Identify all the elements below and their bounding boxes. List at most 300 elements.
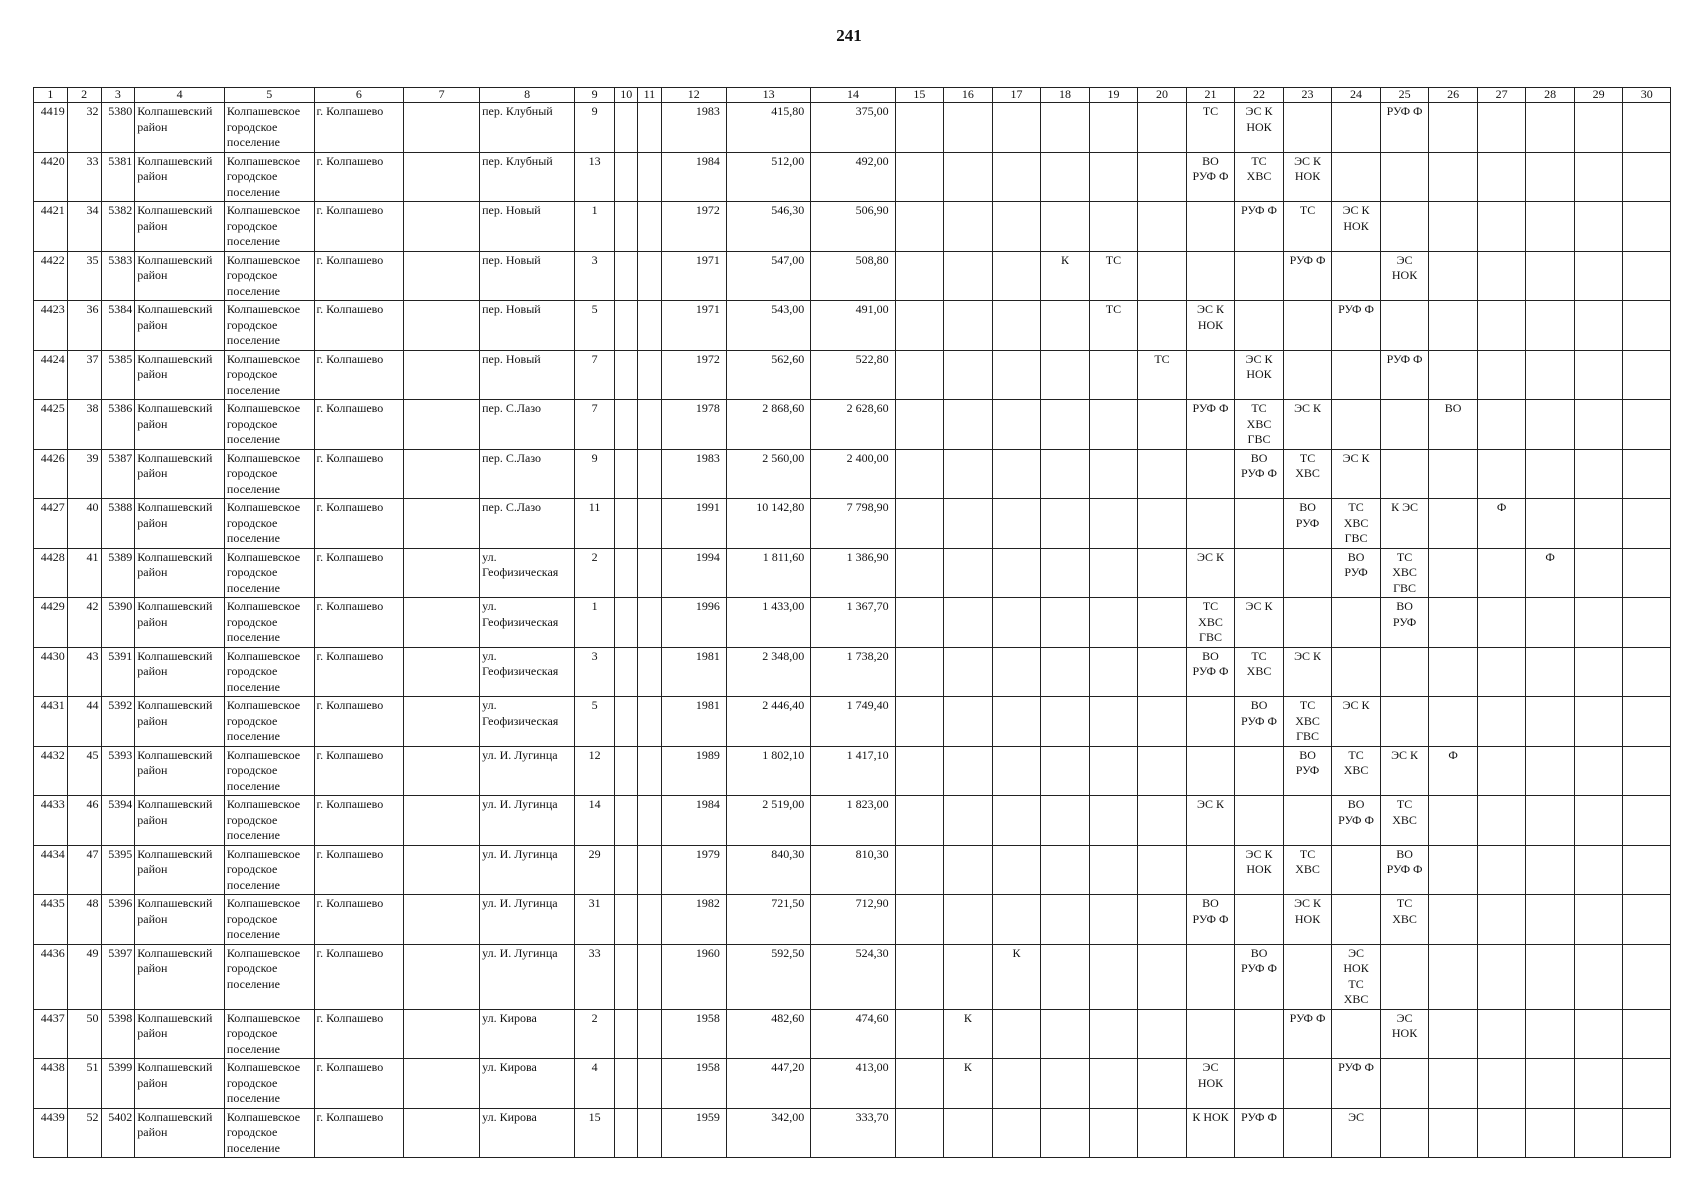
table-row — [34, 251, 1671, 301]
cell-col-17 — [992, 103, 1041, 153]
column-number-9: 9 — [575, 88, 615, 103]
cell-col-30 — [1623, 548, 1671, 598]
cell-col-24 — [1332, 1009, 1381, 1059]
cell-col-9: 33 — [575, 944, 615, 1009]
cell-col-26 — [1429, 944, 1478, 1009]
cell-col-3: 5398 — [101, 1009, 135, 1059]
cell-col-27 — [1477, 647, 1526, 697]
table-row — [34, 152, 1671, 202]
cell-col-1: 4423 — [34, 301, 68, 351]
cell-col-20 — [1138, 202, 1187, 252]
cell-col-18 — [1041, 350, 1090, 400]
cell-col-23: РУФ Ф — [1283, 251, 1332, 301]
cell-col-21 — [1186, 697, 1235, 747]
table-row — [34, 845, 1671, 895]
cell-col-22 — [1235, 499, 1284, 549]
cell-col-20 — [1138, 944, 1187, 1009]
cell-col-18 — [1041, 647, 1090, 697]
cell-col-23: ЭС К НОК — [1283, 895, 1332, 945]
cell-col-14: 1 367,70 — [811, 598, 895, 648]
cell-col-25: ЭС НОК — [1380, 251, 1429, 301]
cell-col-9: 7 — [575, 350, 615, 400]
cell-col-24: ТС ХВС ГВС — [1332, 499, 1381, 549]
cell-col-1: 4427 — [34, 499, 68, 549]
cell-col-17 — [992, 1059, 1041, 1109]
cell-col-27 — [1477, 944, 1526, 1009]
cell-col-7 — [404, 1059, 480, 1109]
cell-col-5: Колпашевское городское поселение — [224, 400, 314, 450]
cell-col-13: 10 142,80 — [726, 499, 810, 549]
cell-col-23: ТС ХВС — [1283, 845, 1332, 895]
table-row — [34, 746, 1671, 796]
cell-col-9: 3 — [575, 251, 615, 301]
cell-col-3: 5396 — [101, 895, 135, 945]
cell-col-28 — [1526, 1108, 1575, 1158]
cell-col-2: 38 — [67, 400, 101, 450]
cell-col-29 — [1574, 548, 1623, 598]
cell-col-13: 721,50 — [726, 895, 810, 945]
cell-col-6: г. Колпашево — [314, 449, 404, 499]
cell-col-7 — [404, 647, 480, 697]
cell-col-25 — [1380, 1108, 1429, 1158]
cell-col-8: ул. Геофизическая — [480, 647, 575, 697]
cell-col-13: 342,00 — [726, 1108, 810, 1158]
cell-col-20: ТС — [1138, 350, 1187, 400]
cell-col-16 — [944, 895, 993, 945]
cell-col-14: 2 400,00 — [811, 449, 895, 499]
cell-col-13: 1 802,10 — [726, 746, 810, 796]
cell-col-30 — [1623, 796, 1671, 846]
cell-col-16 — [944, 350, 993, 400]
cell-col-5: Колпашевское городское поселение — [224, 746, 314, 796]
cell-col-17 — [992, 152, 1041, 202]
cell-col-8: пер. Новый — [480, 301, 575, 351]
cell-col-13: 447,20 — [726, 1059, 810, 1109]
cell-col-10 — [615, 697, 638, 747]
cell-col-13: 2 868,60 — [726, 400, 810, 450]
cell-col-8: пер. Новый — [480, 202, 575, 252]
cell-col-25: ЭС К — [1380, 746, 1429, 796]
cell-col-18 — [1041, 152, 1090, 202]
cell-col-9: 5 — [575, 697, 615, 747]
cell-col-24 — [1332, 647, 1381, 697]
cell-col-4: Колпашевский район — [135, 301, 225, 351]
cell-col-19 — [1089, 548, 1138, 598]
cell-col-7 — [404, 400, 480, 450]
cell-col-21 — [1186, 845, 1235, 895]
cell-col-16 — [944, 548, 993, 598]
cell-col-21: ТС — [1186, 103, 1235, 153]
cell-col-5: Колпашевское городское поселение — [224, 1059, 314, 1109]
cell-col-27 — [1477, 845, 1526, 895]
table-row — [34, 1009, 1671, 1059]
cell-col-9: 2 — [575, 1009, 615, 1059]
cell-col-30 — [1623, 499, 1671, 549]
column-number-22: 22 — [1235, 88, 1284, 103]
cell-col-5: Колпашевское городское поселение — [224, 202, 314, 252]
cell-col-10 — [615, 301, 638, 351]
cell-col-12: 1991 — [661, 499, 726, 549]
cell-col-19 — [1089, 202, 1138, 252]
cell-col-21: ЭС К — [1186, 796, 1235, 846]
cell-col-28 — [1526, 499, 1575, 549]
cell-col-14: 522,80 — [811, 350, 895, 400]
cell-col-12: 1984 — [661, 152, 726, 202]
cell-col-7 — [404, 499, 480, 549]
cell-col-29 — [1574, 301, 1623, 351]
cell-col-7 — [404, 152, 480, 202]
cell-col-22: ЭС К НОК — [1235, 350, 1284, 400]
cell-col-8: ул. Геофизическая — [480, 598, 575, 648]
cell-col-28 — [1526, 697, 1575, 747]
cell-col-11 — [638, 845, 661, 895]
cell-col-19 — [1089, 152, 1138, 202]
cell-col-6: г. Колпашево — [314, 895, 404, 945]
cell-col-11 — [638, 400, 661, 450]
cell-col-17 — [992, 251, 1041, 301]
cell-col-20 — [1138, 152, 1187, 202]
cell-col-12: 1959 — [661, 1108, 726, 1158]
cell-col-11 — [638, 350, 661, 400]
cell-col-1: 4422 — [34, 251, 68, 301]
cell-col-13: 840,30 — [726, 845, 810, 895]
cell-col-20 — [1138, 400, 1187, 450]
cell-col-5: Колпашевское городское поселение — [224, 251, 314, 301]
cell-col-23: РУФ Ф — [1283, 1009, 1332, 1059]
cell-col-1: 4430 — [34, 647, 68, 697]
cell-col-7 — [404, 251, 480, 301]
cell-col-11 — [638, 449, 661, 499]
cell-col-1: 4439 — [34, 1108, 68, 1158]
cell-col-10 — [615, 251, 638, 301]
cell-col-16 — [944, 202, 993, 252]
cell-col-3: 5393 — [101, 746, 135, 796]
cell-col-6: г. Колпашево — [314, 944, 404, 1009]
cell-col-12: 1971 — [661, 251, 726, 301]
cell-col-22 — [1235, 746, 1284, 796]
cell-col-4: Колпашевский район — [135, 251, 225, 301]
cell-col-2: 32 — [67, 103, 101, 153]
cell-col-24: РУФ Ф — [1332, 301, 1381, 351]
cell-col-22 — [1235, 301, 1284, 351]
cell-col-6: г. Колпашево — [314, 548, 404, 598]
cell-col-15 — [895, 598, 944, 648]
cell-col-26 — [1429, 845, 1478, 895]
cell-col-15 — [895, 548, 944, 598]
cell-col-16 — [944, 697, 993, 747]
cell-col-20 — [1138, 598, 1187, 648]
cell-col-20 — [1138, 1059, 1187, 1109]
cell-col-19 — [1089, 796, 1138, 846]
cell-col-27 — [1477, 400, 1526, 450]
cell-col-27: Ф — [1477, 499, 1526, 549]
cell-col-3: 5392 — [101, 697, 135, 747]
cell-col-23 — [1283, 598, 1332, 648]
cell-col-18 — [1041, 548, 1090, 598]
cell-col-4: Колпашевский район — [135, 697, 225, 747]
cell-col-30 — [1623, 103, 1671, 153]
cell-col-6: г. Колпашево — [314, 647, 404, 697]
cell-col-14: 1 749,40 — [811, 697, 895, 747]
cell-col-2: 36 — [67, 301, 101, 351]
cell-col-9: 9 — [575, 449, 615, 499]
cell-col-3: 5382 — [101, 202, 135, 252]
cell-col-23: ЭС К — [1283, 647, 1332, 697]
cell-col-7 — [404, 350, 480, 400]
cell-col-17 — [992, 598, 1041, 648]
cell-col-10 — [615, 598, 638, 648]
cell-col-29 — [1574, 796, 1623, 846]
cell-col-27 — [1477, 548, 1526, 598]
cell-col-10 — [615, 499, 638, 549]
cell-col-23 — [1283, 103, 1332, 153]
column-number-25: 25 — [1380, 88, 1429, 103]
cell-col-4: Колпашевский район — [135, 796, 225, 846]
cell-col-23: ТС ХВС ГВС — [1283, 697, 1332, 747]
column-number-15: 15 — [895, 88, 944, 103]
cell-col-29 — [1574, 152, 1623, 202]
cell-col-5: Колпашевское городское поселение — [224, 499, 314, 549]
cell-col-24 — [1332, 152, 1381, 202]
column-number-13: 13 — [726, 88, 810, 103]
cell-col-5: Колпашевское городское поселение — [224, 796, 314, 846]
cell-col-30 — [1623, 1009, 1671, 1059]
cell-col-8: ул. И. Лугинца — [480, 845, 575, 895]
cell-col-10 — [615, 449, 638, 499]
cell-col-30 — [1623, 598, 1671, 648]
cell-col-27 — [1477, 1059, 1526, 1109]
cell-col-21 — [1186, 1009, 1235, 1059]
cell-col-15 — [895, 1009, 944, 1059]
cell-col-5: Колпашевское городское поселение — [224, 598, 314, 648]
cell-col-16 — [944, 103, 993, 153]
cell-col-2: 34 — [67, 202, 101, 252]
table-row — [34, 1059, 1671, 1109]
cell-col-26 — [1429, 103, 1478, 153]
cell-col-25 — [1380, 152, 1429, 202]
table-row — [34, 598, 1671, 648]
cell-col-12: 1958 — [661, 1009, 726, 1059]
cell-col-26 — [1429, 647, 1478, 697]
cell-col-3: 5391 — [101, 647, 135, 697]
cell-col-21 — [1186, 202, 1235, 252]
cell-col-25: РУФ Ф — [1380, 103, 1429, 153]
cell-col-27 — [1477, 697, 1526, 747]
cell-col-19 — [1089, 103, 1138, 153]
cell-col-28 — [1526, 152, 1575, 202]
cell-col-7 — [404, 103, 480, 153]
cell-col-12: 1981 — [661, 647, 726, 697]
column-number-3: 3 — [101, 88, 135, 103]
cell-col-28 — [1526, 944, 1575, 1009]
cell-col-29 — [1574, 103, 1623, 153]
cell-col-5: Колпашевское городское поселение — [224, 103, 314, 153]
cell-col-7 — [404, 301, 480, 351]
cell-col-13: 547,00 — [726, 251, 810, 301]
cell-col-3: 5380 — [101, 103, 135, 153]
cell-col-20 — [1138, 103, 1187, 153]
cell-col-9: 15 — [575, 1108, 615, 1158]
cell-col-7 — [404, 548, 480, 598]
cell-col-11 — [638, 697, 661, 747]
table-row — [34, 1108, 1671, 1158]
cell-col-13: 592,50 — [726, 944, 810, 1009]
cell-col-26 — [1429, 499, 1478, 549]
cell-col-30 — [1623, 895, 1671, 945]
column-number-row — [34, 88, 1671, 103]
cell-col-19 — [1089, 746, 1138, 796]
cell-col-12: 1981 — [661, 697, 726, 747]
table-row — [34, 647, 1671, 697]
cell-col-13: 543,00 — [726, 301, 810, 351]
cell-col-23 — [1283, 1059, 1332, 1109]
cell-col-14: 333,70 — [811, 1108, 895, 1158]
page-number: 241 — [836, 26, 862, 45]
cell-col-8: ул. И. Лугинца — [480, 796, 575, 846]
cell-col-1: 4429 — [34, 598, 68, 648]
column-number-2: 2 — [67, 88, 101, 103]
cell-col-6: г. Колпашево — [314, 350, 404, 400]
cell-col-20 — [1138, 796, 1187, 846]
cell-col-15 — [895, 647, 944, 697]
cell-col-19: ТС — [1089, 251, 1138, 301]
cell-col-26 — [1429, 796, 1478, 846]
cell-col-24: ВО РУФ Ф — [1332, 796, 1381, 846]
column-number-21: 21 — [1186, 88, 1235, 103]
column-number-19: 19 — [1089, 88, 1138, 103]
cell-col-7 — [404, 1108, 480, 1158]
cell-col-5: Колпашевское городское поселение — [224, 449, 314, 499]
cell-col-6: г. Колпашево — [314, 697, 404, 747]
cell-col-25: ВО РУФ Ф — [1380, 845, 1429, 895]
cell-col-17 — [992, 301, 1041, 351]
cell-col-18 — [1041, 895, 1090, 945]
cell-col-29 — [1574, 1059, 1623, 1109]
cell-col-12: 1983 — [661, 449, 726, 499]
cell-col-8: ул. Кирова — [480, 1059, 575, 1109]
cell-col-29 — [1574, 746, 1623, 796]
cell-col-18 — [1041, 103, 1090, 153]
cell-col-16 — [944, 152, 993, 202]
cell-col-3: 5385 — [101, 350, 135, 400]
cell-col-9: 3 — [575, 647, 615, 697]
cell-col-14: 474,60 — [811, 1009, 895, 1059]
cell-col-21 — [1186, 449, 1235, 499]
cell-col-5: Колпашевское городское поселение — [224, 845, 314, 895]
cell-col-2: 33 — [67, 152, 101, 202]
cell-col-15 — [895, 449, 944, 499]
cell-col-21: ВО РУФ Ф — [1186, 895, 1235, 945]
column-number-26: 26 — [1429, 88, 1478, 103]
cell-col-30 — [1623, 350, 1671, 400]
cell-col-16 — [944, 1108, 993, 1158]
cell-col-15 — [895, 152, 944, 202]
cell-col-13: 562,60 — [726, 350, 810, 400]
cell-col-29 — [1574, 845, 1623, 895]
cell-col-30 — [1623, 251, 1671, 301]
cell-col-7 — [404, 944, 480, 1009]
cell-col-25: ТС ХВС ГВС — [1380, 548, 1429, 598]
cell-col-15 — [895, 350, 944, 400]
cell-col-1: 4434 — [34, 845, 68, 895]
cell-col-7 — [404, 895, 480, 945]
cell-col-8: пер. С.Лазо — [480, 400, 575, 450]
column-number-8: 8 — [480, 88, 575, 103]
cell-col-19 — [1089, 499, 1138, 549]
cell-col-11 — [638, 301, 661, 351]
cell-col-5: Колпашевское городское поселение — [224, 944, 314, 1009]
cell-col-19 — [1089, 697, 1138, 747]
cell-col-2: 46 — [67, 796, 101, 846]
column-number-6: 6 — [314, 88, 404, 103]
cell-col-23: ЭС К — [1283, 400, 1332, 450]
table-row — [34, 103, 1671, 153]
cell-col-26 — [1429, 1059, 1478, 1109]
cell-col-13: 2 560,00 — [726, 449, 810, 499]
cell-col-22 — [1235, 895, 1284, 945]
cell-col-20 — [1138, 845, 1187, 895]
column-number-27: 27 — [1477, 88, 1526, 103]
cell-col-27 — [1477, 152, 1526, 202]
cell-col-19 — [1089, 647, 1138, 697]
cell-col-17 — [992, 499, 1041, 549]
cell-col-15 — [895, 697, 944, 747]
cell-col-23: ВО РУФ — [1283, 499, 1332, 549]
cell-col-30 — [1623, 301, 1671, 351]
cell-col-24: ЭС К НОК — [1332, 202, 1381, 252]
cell-col-4: Колпашевский район — [135, 1059, 225, 1109]
cell-col-28 — [1526, 449, 1575, 499]
cell-col-16 — [944, 400, 993, 450]
cell-col-14: 1 738,20 — [811, 647, 895, 697]
cell-col-26 — [1429, 598, 1478, 648]
cell-col-9: 29 — [575, 845, 615, 895]
cell-col-16 — [944, 598, 993, 648]
table-row — [34, 697, 1671, 747]
cell-col-28 — [1526, 796, 1575, 846]
cell-col-16 — [944, 449, 993, 499]
column-number-1: 1 — [34, 88, 68, 103]
cell-col-6: г. Колпашево — [314, 400, 404, 450]
cell-col-10 — [615, 1009, 638, 1059]
cell-col-11 — [638, 1108, 661, 1158]
cell-col-12: 1971 — [661, 301, 726, 351]
cell-col-26 — [1429, 301, 1478, 351]
cell-col-17 — [992, 1108, 1041, 1158]
cell-col-4: Колпашевский район — [135, 103, 225, 153]
cell-col-19 — [1089, 350, 1138, 400]
cell-col-20 — [1138, 1108, 1187, 1158]
cell-col-2: 51 — [67, 1059, 101, 1109]
cell-col-23: ТС — [1283, 202, 1332, 252]
cell-col-5: Колпашевское городское поселение — [224, 1108, 314, 1158]
table-row — [34, 944, 1671, 1009]
cell-col-28 — [1526, 895, 1575, 945]
cell-col-3: 5383 — [101, 251, 135, 301]
cell-col-20 — [1138, 1009, 1187, 1059]
cell-col-21: ЭС К НОК — [1186, 301, 1235, 351]
cell-col-3: 5390 — [101, 598, 135, 648]
cell-col-29 — [1574, 1108, 1623, 1158]
cell-col-21 — [1186, 746, 1235, 796]
cell-col-20 — [1138, 449, 1187, 499]
cell-col-4: Колпашевский район — [135, 449, 225, 499]
cell-col-25 — [1380, 400, 1429, 450]
cell-col-30 — [1623, 449, 1671, 499]
cell-col-27 — [1477, 1009, 1526, 1059]
cell-col-21 — [1186, 499, 1235, 549]
cell-col-15 — [895, 103, 944, 153]
